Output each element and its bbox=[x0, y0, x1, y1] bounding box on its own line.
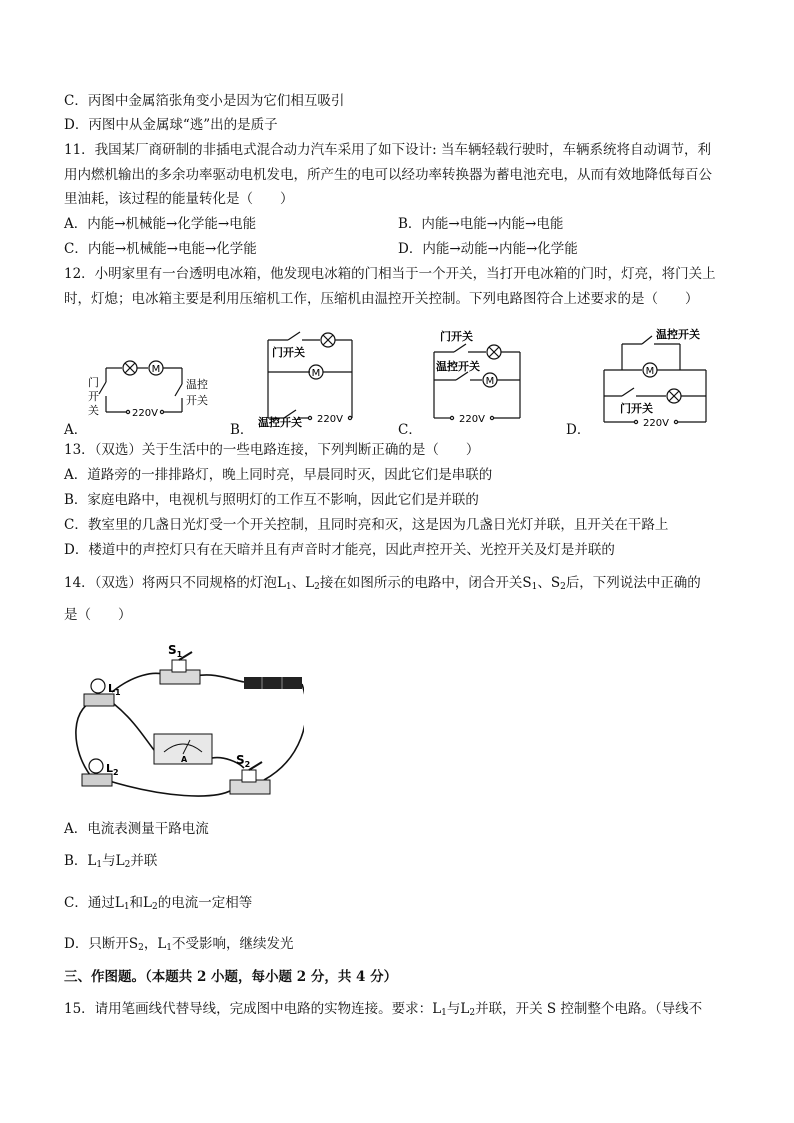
q11-option-c: C．内能→机械能→电能→化学能 bbox=[64, 241, 257, 257]
l1-label: $L_1$ bbox=[108, 682, 121, 697]
q12-stem-line2: 时，灯熄；电冰箱主要是利用压缩机工作，压缩机由温控开关控制。下列电路图符合上述要求的是（ ） bbox=[64, 291, 699, 307]
section-heading: 三、作图题。（本题共 2 小题，每小题 2 分，共 4 分） bbox=[64, 969, 398, 985]
thermo-switch-label-d: 温控开关 bbox=[656, 328, 700, 341]
q15-stem: 15．请用笔画线代替导线，完成图中电路的实物连接。要求：$L_1$与$L_2$并联，开关 S 控制整个电路。（导线不 bbox=[64, 1001, 703, 1018]
q14-option-d: D．只断开$S_2$，$L_1$不受影响，继续发光 bbox=[64, 936, 294, 953]
door-switch-label-a-1: 门 bbox=[88, 376, 99, 389]
q11-stem-line2: 用内燃机输出的多余功率驱动电机发电，所产生的电可以经功率转换器为蓄电池充电，从而有效地降低每百公 bbox=[64, 167, 712, 183]
motor-symbol: M bbox=[151, 364, 161, 375]
voltage-label-c: 220V bbox=[459, 414, 485, 425]
circuit-d-label: D． bbox=[566, 422, 591, 438]
circuit-diagram-a bbox=[86, 350, 216, 428]
circuit-diagram-c bbox=[424, 322, 534, 428]
q14-circuit-illustration bbox=[64, 630, 304, 808]
motor-symbol: M bbox=[645, 366, 655, 377]
q10-option-c: C．丙图中金属箔张角变小是因为它们相互吸引 bbox=[64, 93, 345, 109]
voltage-label-b: 220V bbox=[317, 414, 343, 425]
door-switch-label-d: 门开关 bbox=[620, 402, 653, 415]
motor-symbol: M bbox=[485, 376, 495, 387]
circuit-diagram-d bbox=[596, 324, 716, 428]
q13-option-c: C．教室里的几盏日光灯受一个开关控制，且同时亮和灭，这是因为几盏日光灯并联，且开关在干路上 bbox=[64, 517, 669, 533]
motor-symbol: M bbox=[311, 368, 321, 379]
q11-option-a: A．内能→机械能→化学能→电能 bbox=[64, 216, 257, 232]
voltage-label-a: 220V bbox=[132, 408, 158, 419]
q14-stem-line1: 14．（双选）将两只不同规格的灯泡$L_1$、$L_2$接在如图所示的电路中，闭合开关$S_1$、$S_2$后，下列说法中正确的 bbox=[64, 575, 701, 592]
q10-option-d: D．丙图中从金属球“逃”出的是质子 bbox=[64, 117, 278, 133]
q14-stem-line2: 是（ ） bbox=[64, 607, 132, 623]
q11-stem-line3: 里油耗，该过程的能量转化是（ ） bbox=[64, 191, 294, 207]
q12-stem-line1: 12．小明家里有一台透明电冰箱，他发现电冰箱的门相当于一个开关，当打开电冰箱的门时，灯亮，将门关上 bbox=[64, 266, 716, 282]
q14-option-c: C．通过$L_1$和$L_2$的电流一定相等 bbox=[64, 895, 253, 912]
s2-label: $S_2$ bbox=[236, 753, 251, 769]
thermo-switch-label-b: 温控开关 bbox=[258, 416, 302, 428]
q13-option-a: A．道路旁的一排排路灯，晚上同时亮，早晨同时灭，因此它们是串联的 bbox=[64, 467, 493, 483]
thermo-switch-label-a-2: 开关 bbox=[186, 394, 208, 407]
q14-option-b: B．$L_1$与$L_2$并联 bbox=[64, 853, 158, 870]
circuit-c-label: C． bbox=[398, 422, 422, 438]
voltage-label-d: 220V bbox=[643, 418, 669, 428]
q11-option-d: D．内能→动能→内能→化学能 bbox=[398, 241, 578, 257]
door-switch-label-c: 门开关 bbox=[440, 330, 473, 343]
circuit-b-label: B． bbox=[230, 422, 254, 438]
q13-option-d: D．楼道中的声控灯只有在天暗并且有声音时才能亮，因此声控开关、光控开关及灯是并联的 bbox=[64, 542, 615, 558]
q11-stem-line1: 11．我国某厂商研制的非插电式混合动力汽车采用了如下设计: 当车辆轻载行驶时，车辆系统将自动调节，利 bbox=[64, 142, 712, 158]
circuit-diagram-b bbox=[254, 322, 364, 428]
thermo-switch-label-c: 温控开关 bbox=[436, 360, 480, 373]
thermo-switch-label-a-1: 温控 bbox=[186, 378, 208, 391]
s1-label: $S_1$ bbox=[168, 643, 183, 659]
l2-label: $L_2$ bbox=[106, 762, 119, 777]
door-switch-label-b: 门开关 bbox=[272, 346, 305, 359]
q13-option-b: B．家庭电路中，电视机与照明灯的工作互不影响，因此它们是并联的 bbox=[64, 492, 479, 508]
q11-option-b: B．内能→电能→内能→电能 bbox=[398, 216, 564, 232]
ammeter-letter: A bbox=[181, 755, 188, 764]
q13-stem: 13．（双选）关于生活中的一些电路连接，下列判断正确的是（ ） bbox=[64, 442, 480, 458]
door-switch-label-a-3: 关 bbox=[88, 404, 99, 417]
circuit-a-label: A． bbox=[64, 422, 88, 438]
battery-pack bbox=[244, 677, 302, 689]
door-switch-label-a-2: 开 bbox=[88, 390, 99, 403]
q14-option-a: A．电流表测量干路电流 bbox=[64, 821, 209, 837]
